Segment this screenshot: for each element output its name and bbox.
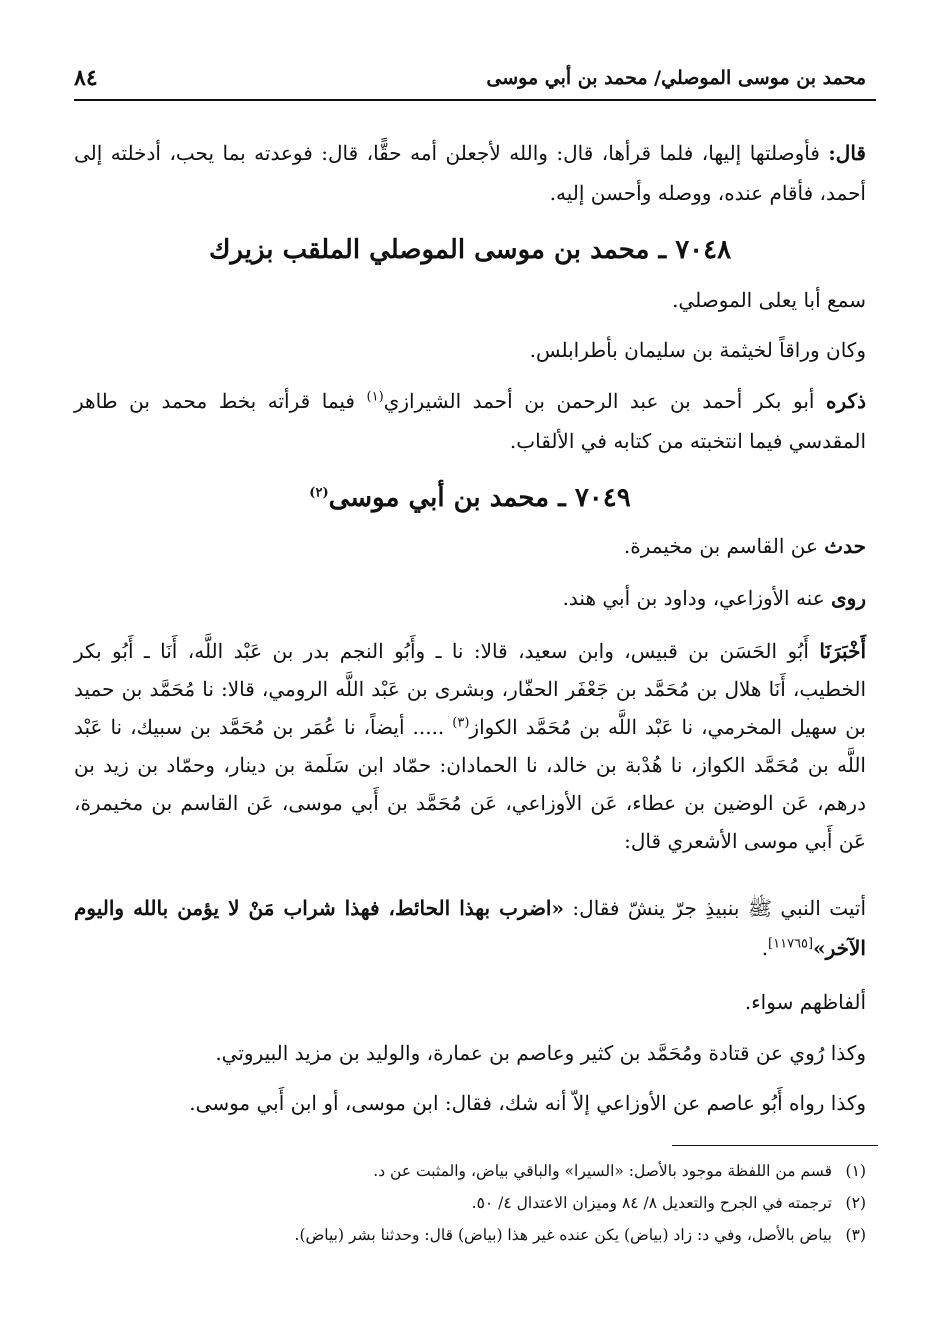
footnotes [74,1155,866,1251]
footnote-text: ترجمته في الجرح والتعديل ٨/ ٨٤ وميزان الاعتدال ٤/ ٥٠. [471,1194,832,1212]
footnote-rule [672,1145,878,1146]
footnote-ref: (٣) [452,715,470,731]
lead-word: ذكره [826,389,866,413]
entry-line: روى عنه الأوزاعي، وداود بن أبي هند. [562,586,866,610]
entry-heading-7048: ٧٠٤٨ ـ محمد بن موسى الموصلي الملقب بزيرك [208,235,732,265]
hadith-text: «اضرب بهذا الحائط، فهذا شراب مَنْ لا يؤمن بالله واليوم الآخر» [74,896,866,960]
isnad-paragraph: أَخْبَرَنَا أَبُو الحَسَن بن قبيس، وابن سعيد، قالا: نا ـ وأَبُو النجم بدر بن عَبْد اللَّه، أَنَا ـ أَبُو بكر الخطيب، أَنَا هلال بن مُحَمَّد بن جَعْفَر الحفّار، وبشرى بن عَبْد اللَّه الرومي، قالا: نا مُحَمَّد بن حميد بن سهيل المخرمي، نا عَبْد اللَّه بن مُحَمَّد الكواز$^{(٣)}$ ..... أيضاً، نا عُمَر بن مُحَمَّد بن سبيك، نا عَبْد اللَّه بن مُحَمَّد الكواز، نا هُدْبة بن خالد، نا الحمادان: حمّاد ابن سَلَمة بن دينار، وحمّاد بن زيد بن درهم، عَن الوضين بن عطاء، عَن الأوزاعي، عَن مُحَمَّد بن أَبي موسى، عَن القاسم بن مخيمرة، عَن أَبي موسى الأشعري قال: [74,639,867,853]
running-title: محمد بن موسى الموصلي/ محمد بن أبي موسى [486,67,866,89]
footnote-text: قسم من اللفظة موجود بالأصل: «السيرا» والباقي بياض، والمثبت عن د. [373,1162,832,1180]
entry-line: سمع أبا يعلى الموصلي. [672,288,866,312]
text-line: وكذا رواه أَبُو عاصم عن الأوزاعي إلاّ أنه شك، فقال: ابن موسى، أو ابن أَبي موسى. [189,1091,866,1115]
lead-word: حدث [824,534,866,558]
paragraph-text: فأوصلتها إليها، فلما قرأها، قال: والله لأجعلن أمه حقًّا، قال: فوعدته بما يحب، أدخلته إلى أحمد، فأقام عنده، ووصله وأحسن إليه. [74,141,866,205]
entry-line: حدث عن القاسم بن مخيمرة. [623,534,866,558]
header-rule [74,99,876,101]
hadith-paragraph: أتيت النبي ﷺ بنبيذِ جرّ ينشّ فقال: «اضرب بهذا الحائط، فهذا شراب مَنْ لا يؤمن بالله واليوم الآخر»[١١٧٦٥]. [74,896,867,960]
footnote [74,1219,866,1251]
opening-paragraph [74,133,866,213]
text-line: ألفاظهم سواء. [744,990,866,1014]
entry-heading-7049: ٧٠٤٩ ـ محمد بن أبي موسى$^{(٢)}$ [309,483,631,513]
entry-line: وكان وراقاً لخيثمة بن سليمان بأطرابلس. [529,338,866,362]
lead-word: روى [831,586,866,610]
footnote-number: (٢) [845,1194,866,1212]
entry-paragraph: ذكره أبو بكر أحمد بن عبد الرحمن بن أحمد الشيرازي$^{(١)}$ فيما قرأته بخط محمد بن طاهر المقدسي فيما انتخبته من كتابه في الألقاب. [74,389,866,453]
footnote [74,1187,866,1219]
page-number: ٨٤ [74,65,98,91]
page-header [74,60,866,96]
text-line: وكذا رُوي عن قتادة ومُحَمَّد بن كثير وعاصم بن عمارة، والوليد بن مزيد البيروتي. [215,1041,866,1065]
footnote [74,1155,866,1187]
lead-word: أَخْبَرَنَا [819,639,866,663]
footnote-ref: (٢) [309,485,329,501]
lead-word: قال: [828,141,866,165]
footnote-number: (١) [845,1162,866,1180]
footnote-text: بياض بالأصل، وفي د: زاد (بياض) يكن عنده غير هذا (بياض) قال: وحدثنا بشر (بياض). [294,1226,832,1244]
footnote-ref: (١) [366,389,384,405]
footnote-number: (٣) [845,1226,866,1244]
hadith-number: [١١٧٦٥] [768,936,814,952]
